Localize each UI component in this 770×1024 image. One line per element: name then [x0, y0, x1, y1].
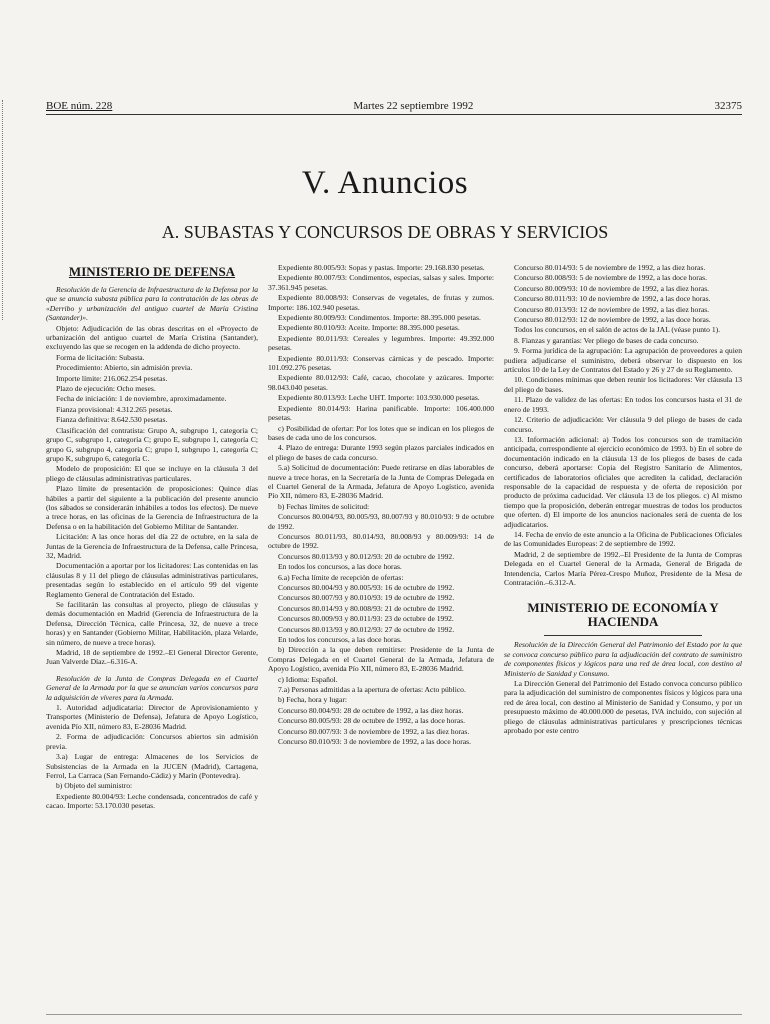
paragraph: 2. Forma de adjudicación: Concursos abiertos sin admisión previa.: [46, 732, 258, 751]
paragraph: Concurso 80.014/93: 5 de noviembre de 1992, a las diez horas.: [514, 263, 706, 272]
paragraph: Concursos 80.004/93, 80.005/93, 80.007/93 y 80.010/93: 9 de octubre de 1992.: [268, 512, 494, 531]
paragraph: Madrid, 2 de septiembre de 1992.–El Presidente de la Junta de Compras Delegada en el Cuartel General de la Armada, General de Brigada de Intendencia, Carlos María Pérez-Crespo Muñoz, Presidente de la Mesa de Contratación.–6.312-A.: [504, 549, 742, 587]
paragraph: Expediente 80.013/93: Leche UHT. Importe: 103.930.000 pesetas.: [278, 393, 480, 403]
paragraph: Expediente 80.004/93: Leche condensada, concentrados de café y cacao. Importe: 53.170.030 pesetas.: [46, 791, 258, 811]
paragraph: 11. Plazo de validez de las ofertas: En todos los concursos hasta el 31 de enero de 1993.: [504, 395, 742, 414]
paragraph: Expediente 80.014/93: Harina panificable. Importe: 106.400.000 pesetas.: [268, 403, 494, 423]
paragraph: Madrid, 18 de septiembre de 1992.–El General Director Gerente, Juan Valverde Díaz.–6.316-A.: [46, 648, 258, 667]
paragraph: b) Fecha, hora y lugar:: [278, 695, 347, 705]
paragraph: Importe límite: 216.062.254 pesetas.: [56, 373, 168, 383]
paragraph: Expediente 80.011/93: Conservas cárnicas y de pescado. Importe: 101.092.276 pesetas.: [268, 353, 494, 373]
paragraph: Todos los concursos, en el salón de actos de la JAL (véase punto 1).: [514, 325, 721, 335]
paragraph: Expediente 80.007/93: Condimentos, especias, salsas y sales. Importe: 37.361.945 pesetas.: [268, 273, 494, 292]
paragraph: Fianza provisional: 4.312.265 pesetas.: [56, 404, 173, 414]
announcement-body: [504, 263, 742, 587]
resolution-title: Resolución de la Junta de Compras Delegada en el Cuartel General de la Armada por la que se anuncian varios concursos para la adquisición de víveres para la Armada.: [46, 673, 258, 702]
paragraph: Concurso 80.009/93: 10 de noviembre de 1992, a las diez horas.: [514, 283, 710, 293]
paragraph: Plazo de ejecución: Ocho meses.: [56, 384, 156, 394]
subsection-title: A. SUBASTAS Y CONCURSOS DE OBRAS Y SERVICIOS: [161, 222, 609, 242]
paragraph: Modelo de proposición: El que se incluye en la cláusula 3 del pliego de cláusulas administrativas particulares.: [46, 464, 258, 483]
paragraph: Concursos 80.004/93 y 80.005/93: 16 de octubre de 1992.: [278, 583, 455, 592]
resolution-title: Resolución de la Dirección General del Patrimonio del Estado por la que se convoca concurso público para la adjudicación del contrato de suministro de componentes físicos y lógicos para una red de área local, con destino al Ministerio de Sanidad y Consumo.: [504, 640, 742, 678]
paragraph: Forma de licitación: Subasta.: [56, 352, 145, 362]
paragraph: Licitación: A las once horas del día 22 de octubre, en la sala de Juntas de la Gerencia de Infraestructura de la Defensa, calle Princesa, 32, Madrid.: [46, 532, 258, 560]
paragraph: Concursos 80.007/93 y 80.010/93: 19 de octubre de 1992.: [278, 593, 455, 603]
paragraph: La Dirección General del Patrimonio del Estado convoca concurso público para la adjudicación del suministro de componentes físicos y lógicos para una red de área local, con destino al Ministerio de Sanidad y Consumo, y por un presupuesto máximo de 40.000.000 de pesetas, IVA incluido, con sujeción al pliego de cláusulas administrativas particulares y prescripciones técnicas aprobado por este centro: [504, 679, 742, 736]
page-header: [46, 100, 742, 115]
paragraph: b) Fechas límites de solicitud:: [278, 501, 370, 511]
paragraph: Concursos 80.014/93 y 80.008/93: 21 de octubre de 1992.: [278, 603, 455, 613]
paragraph: Concurso 80.013/93: 12 de noviembre de 1992, a las diez horas.: [514, 304, 710, 314]
paragraph: 1. Autoridad adjudicataria: Director de Aprovisionamiento y Transportes (Ministerio de Defensa), Jefatura de Apoyo Logístico, avenida Pío XII, número 83, E-28036 Madrid.: [46, 703, 258, 731]
paragraph: Fianza definitiva: 8.642.530 pesetas.: [56, 415, 168, 425]
paragraph: Procedimiento: Abierto, sin admisión previa.: [56, 363, 193, 373]
paragraph: Concursos 80.009/93 y 80.011/93: 23 de octubre de 1992.: [278, 614, 454, 624]
column-3: [504, 263, 742, 1015]
announcement-body: [268, 263, 494, 747]
paragraph: 12. Criterio de adjudicación: Ver cláusula 9 del pliego de bases de cada concurso.: [504, 415, 742, 434]
announcement-body: [504, 679, 742, 735]
paragraph: Concurso 80.012/93: 12 de noviembre de 1992, a las doce horas.: [514, 315, 711, 325]
paragraph: Expediente 80.011/93: Cereales y legumbres. Importe: 49.392.000 pesetas.: [268, 333, 494, 353]
paragraph: b) Objeto del suministro:: [56, 781, 133, 791]
paragraph: c) Posibilidad de ofertar: Por los lotes que se indican en los pliegos de bases de cada uno de los concursos.: [268, 423, 494, 442]
page-number: 32375: [714, 100, 742, 112]
paragraph: 7.a) Personas admitidas a la apertura de ofertas: Acto público.: [278, 685, 466, 695]
page-bottom-rule: [46, 1014, 742, 1015]
column-2: [268, 263, 494, 1015]
paragraph: 6.a) Fecha límite de recepción de ofertas:: [278, 572, 404, 582]
paragraph: 8. Fianzas y garantías: Ver pliego de bases de cada concurso.: [514, 335, 699, 345]
paragraph: Concurso 80.004/93: 28 de octubre de 1992, a las diez horas.: [278, 705, 464, 715]
paragraph: Concurso 80.008/93: 5 de noviembre de 1992, a las doce horas.: [514, 273, 707, 283]
announcement-body: [46, 324, 258, 667]
paragraph: Expediente 80.005/93: Sopas y pastas. Importe: 29.168.830 pesetas.: [278, 263, 485, 272]
paragraph: Concursos 80.013/93 y 80.012/93: 27 de octubre de 1992.: [278, 624, 455, 634]
paragraph: c) Idioma: Español.: [278, 674, 338, 684]
paragraph: b) Dirección a la que deben remitirse: Presidente de la Junta de Compras Delegada en el Cuartel General de la Armada, Jefatura de Apoyo Logístico, avenida Pío XII, número 83, E-28036 Madrid.: [268, 645, 494, 674]
paragraph: Documentación a aportar por los licitadores: Las contenidas en las cláusulas 8 y 11 del pliego de cláusulas administrativas particulares, presentadas según lo establecido en el artículo 99 del vigente Reglamento General de Contratación del Estado.: [46, 561, 258, 599]
divider: [544, 635, 702, 636]
ministry-heading: MINISTERIO DE DEFENSA: [68, 264, 236, 279]
paragraph: Concurso 80.010/93: 3 de noviembre de 1992, a las doce horas.: [278, 737, 471, 747]
paragraph: Objeto: Adjudicación de las obras descritas en el «Proyecto de urbanización del antiguo cuartel de María Cristina (Santander), excluyendo las que se recogen en la addenda de dicho proyecto.: [46, 323, 258, 352]
scan-margin-marks: [2, 100, 11, 320]
paragraph: En todos los concursos, a las doce horas.: [278, 562, 402, 572]
paragraph: Plazo límite de presentación de proposiciones: Quince días hábiles a partir del siguiente a la publicación del presente anuncio (los sábados se considerarán inhábiles a todos los efectos). De nueve a trece horas, en las oficinas de la Gerencia de Infraestructura de la Defensa o en la habilitación del Gobierno Militar de Santander.: [46, 484, 258, 531]
paragraph: 13. Información adicional: a) Todos los concursos son de tramitación anticipada, correspondiente al ejercicio económico de 1993. b) En el sobre de documentación indicado en la cláusula 13 de los pliegos de bases de cada concurso, deberá aportarse: Copia del Registro Sanitario de Alimentos, certificados de laboratorios oficiales que acrediten la calidad, declaración responsable de la capacidad de respuesta y de oferta de reposición por producto de próxima caducidad. Ver cláusula 13 de los pliegos. c) Al mismo tiempo que la proposición, deberán entregar muestras de todos los productos que oferten. d) El importe de los anuncios nacionales será de cuenta de los adjudicatarios.: [504, 434, 742, 529]
paragraph: 3.a) Lugar de entrega: Almacenes de los Servicios de Subsistencias de la Armada en la JUCEN (Madrid), Cartagena, Ferrol, La Carraca (San Fernando-Cádiz) y Marín (Pontevedra).: [46, 752, 258, 780]
paragraph: Expediente 80.009/93: Condimentos. Importe: 88.395.000 pesetas.: [278, 313, 481, 323]
paragraph: Expediente 80.008/93: Conservas de vegetales, de frutas y zumos. Importe: 186.102.940 pesetas.: [268, 293, 494, 312]
resolution-title: Resolución de la Gerencia de Infraestructura de la Defensa por la que se anuncia subasta pública para la contratación de las obras de «Derribo y urbanización del antiguo cuartel de María Cristina (Santander)».: [46, 285, 258, 323]
paragraph: 5.a) Solicitud de documentación: Puede retirarse en días laborables de nueve a trece horas, en la Secretaría de la Junta de Compras Delegada en el Cuartel General de la Armada, Jefatura de Apoyo Logístico, avenida Pío XII, número 83, E-28036 Madrid.: [268, 463, 494, 501]
publication-date: Martes 22 septiembre 1992: [353, 100, 474, 112]
paragraph: Concursos 80.013/93 y 80.012/93: 20 de octubre de 1992.: [278, 551, 455, 561]
paragraph: Se facilitarán las consultas al proyecto, pliego de cláusulas y demás documentación en Madrid (Gerencia de Infraestructura de la Defensa, Dirección Técnica, calle Princesa, 32, de nueve a trece horas) y en Santander (Gobierno Militar, Habilitación, plaza Velarde, sin número, de nueve a trece horas).: [46, 600, 258, 647]
paragraph: Concurso 80.011/93: 10 de noviembre de 1992, a las doce horas.: [514, 294, 711, 304]
paragraph: Expediente 80.010/93: Aceite. Importe: 88.395.000 pesetas.: [278, 323, 460, 333]
announcement-body: [46, 703, 258, 810]
paragraph: Clasificación del contratista: Grupo A, subgrupo 1, categoría C; grupo C, subgrupo 1, categoría C; grupo E, subgrupo 1, categoría C; grupo G, subgrupo 4, categoría C; grupo I, subgrupo 1, categoría C; grupo K, subgrupo 6, categoría C.: [46, 425, 258, 463]
column-1: [46, 263, 258, 1015]
paragraph: 10. Condiciones mínimas que deben reunir los licitadores: Ver cláusula 13 del pliego de bases.: [504, 375, 742, 394]
paragraph: 4. Plazo de entrega: Durante 1993 según plazos parciales indicados en el pliego de bases de cada concurso.: [268, 443, 494, 462]
paragraph: Concursos 80.011/93, 80.014/93, 80.008/93 y 80.009/93: 14 de octubre de 1992.: [268, 531, 494, 551]
paragraph: Concurso 80.007/93: 3 de noviembre de 1992, a las diez horas.: [278, 726, 470, 736]
paragraph: Concurso 80.005/93: 28 de octubre de 1992, a las doce horas.: [278, 716, 466, 726]
paragraph: 9. Forma jurídica de la agrupación: La agrupación de proveedores a quien pudiera adjudicarse el suministro, deberá observar lo dispuesto en los artículos 10 de la Ley de Contratos del Estado y 26 y 27 de su Reglamento.: [504, 346, 742, 375]
section-title: V. Anuncios: [301, 165, 469, 201]
paragraph: 14. Fecha de envío de este anuncio a la Oficina de Publicaciones Oficiales de las Comunidades Europeas: 2 de septiembre de 1992.: [504, 529, 742, 549]
journal-issue: BOE núm. 228: [46, 100, 113, 112]
ministry-heading: MINISTERIO DE ECONOMÍA Y HACIENDA: [527, 600, 719, 630]
paragraph: En todos los concursos, a las doce horas.: [278, 635, 402, 645]
paragraph: Expediente 80.012/93: Café, cacao, chocolate y azúcares. Importe: 98.043.040 pesetas.: [268, 373, 494, 392]
paragraph: Fecha de iniciación: 1 de noviembre, aproximadamente.: [56, 394, 227, 404]
